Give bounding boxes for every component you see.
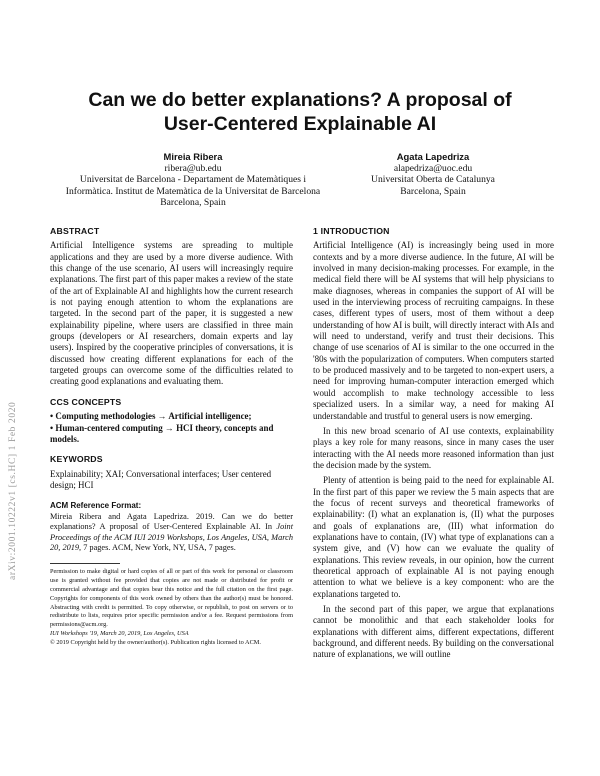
copyright-text: © 2019 Copyright held by the owner/author(s). Publication rights licensed to ACM.: [50, 639, 261, 647]
venue-text: IUI Workshops '19, March 20, 2019, Los Angeles, USA: [50, 630, 189, 638]
ccs-item: • Computing methodologies → Artificial intelligence;: [50, 411, 252, 422]
abstract-heading: ABSTRACT: [50, 226, 100, 236]
introduction-heading: 1 INTRODUCTION: [313, 226, 390, 236]
ccs-item: • Human-centered computing → HCI theory, concepts and models.: [50, 422, 274, 444]
acm-reference-plain: Mireia Ribera and Agata Lapedriza. 2019. Can we do better explanations? A proposal of User-Centered Explainable AI. In: [50, 511, 293, 532]
author-name: Agata Lapedriza: [396, 151, 470, 162]
abstract-text: Artificial Intelligence systems are spreading to multiple applications and they are used by a more diverse audience. With this change of the use scenario, AI users will increasingly require explanations. The first part of this paper makes a review of the state of the art of Explainable AI and highlights how the current research is not paying enough attention to whom the explanations are targeted. In the second part of the paper, it is suggested a new explainability pipeline, where users are classified in three main groups (developers or AI researchers, domain experts and lay users). Inspired by the cooperative principles of conversations, it is discussed how creating different explanations for each of the targeted groups can overcome some of the difficulties related to creating good explanations and evaluating them.: [50, 240, 293, 387]
author-location: Barcelona, Spain: [160, 197, 226, 209]
paper-title: [60, 88, 540, 136]
permission-text: Permission to make digital or hard copies of all or part of this work for personal or classroom use is granted without fee provided that copies are not made or distributed for profit or commercial advantage and that copies bear this notice and the full citation on the first page. Copyrights for components of this work owned by others than the author(s) must be honored. Abstracting with credit is permitted. To copy otherwise, or republish, to post on servers or to redistribute to lists, requires prior specific permission and/or a fee. Request permissions from permissions@acm.org.: [50, 567, 293, 629]
keywords-text: Explainability; XAI; Conversational interfaces; User centered design; HCI: [50, 468, 272, 490]
title-line-1: Can we do better explanations? A proposal of: [88, 89, 512, 111]
acm-reference-venue: Joint Proceedings of the ACM IUI 2019 Workshops, Los Angeles, USA, March 20, 2019: [50, 522, 293, 553]
right-column: [313, 226, 554, 661]
permission-block: [50, 568, 293, 648]
author-1: [58, 151, 328, 209]
author-email[interactable]: ribera@ub.edu: [164, 162, 222, 174]
author-2: [313, 151, 553, 197]
title-line-2: User-Centered Explainable AI: [163, 113, 437, 135]
footnote-divider: [50, 563, 120, 564]
author-location: Barcelona, Spain: [400, 185, 466, 197]
intro-paragraph: In the second part of this paper, we argue that explanations cannot be monolithic and that each stakeholder looks for explanations with different aims, different expectations, different background, and different needs. By building on the conversational nature of explanations, we will outline: [313, 604, 554, 660]
acm-reference-end: , 7 pages. ACM, New York, NY, USA, 7 pages.: [79, 543, 236, 553]
author-affiliation: Universitat Oberta de Catalunya: [371, 174, 495, 186]
keywords-section: [50, 454, 293, 491]
keywords-heading: KEYWORDS: [50, 454, 103, 465]
left-column: [50, 226, 293, 648]
intro-paragraph: Artificial Intelligence (AI) is increasingly being used in more contexts and by a more diverse audience. In the future, AI will be involved in many decision-making processes. For example, in the medical field there will be AI systems that will help physicians to make diagnoses, whereas in companies the support of AI will be used in the interviewing process of recruiting campaigns. In these cases, different types of users, most of them without a deep understanding of how AI is built, will directly interact with AIs and will need to understand, verify and trust their decisions. This change of use scenarios of AI is similar to the one occurred in the '80s with the popularization of computers. When computers started to be produced massively and to be targeted to non-expert users, a need for improving human-computer interaction emerged which would accomplish to make technology accessible to less specialized users. In a similar way, a need for making AI understandable and trustful to general users is now emerging.: [313, 240, 554, 421]
acm-reference-heading: ACM Reference Format:: [50, 501, 142, 511]
author-email[interactable]: alapedriza@uoc.edu: [393, 162, 473, 174]
acm-reference-text: [50, 512, 293, 554]
ccs-section: [50, 397, 293, 445]
intro-paragraph: In this new broad scenario of AI use contexts, explainability plays a key role for many reasons, since in many cases the user interacting with the AI needs more reasoned information than just the decision made by the system.: [313, 425, 554, 470]
ccs-heading: CCS CONCEPTS: [50, 396, 122, 407]
permission-venue: [50, 630, 293, 639]
author-name: Mireia Ribera: [163, 151, 223, 162]
intro-paragraph: Plenty of attention is being paid to the need for explainable AI. In the first part of this paper we review the 5 main aspects that are the focus of recent surveys and theoretical frameworks of explainability: (I) what an explanation is, (II) what the purposes and goals of explanations are, (III) what information do explanations have to contain, (IV) what type of explanations can a system give, and (V) how can we evaluate the quality of explanations. This review reveals, in our opinion, how the current theoretical approach of explainable AI is not paying enough attention to what we believe is a key component: who are the explanations targeted to.: [313, 475, 554, 599]
arxiv-stamp: arXiv:2001.10222v1 [cs.HC] 1 Feb 2020: [8, 401, 18, 580]
author-affiliation: Universitat de Barcelona - Departament de Matemàtiques i Informàtica. Institut de Matemàtica de la Universitat de Barcelona: [65, 174, 321, 197]
